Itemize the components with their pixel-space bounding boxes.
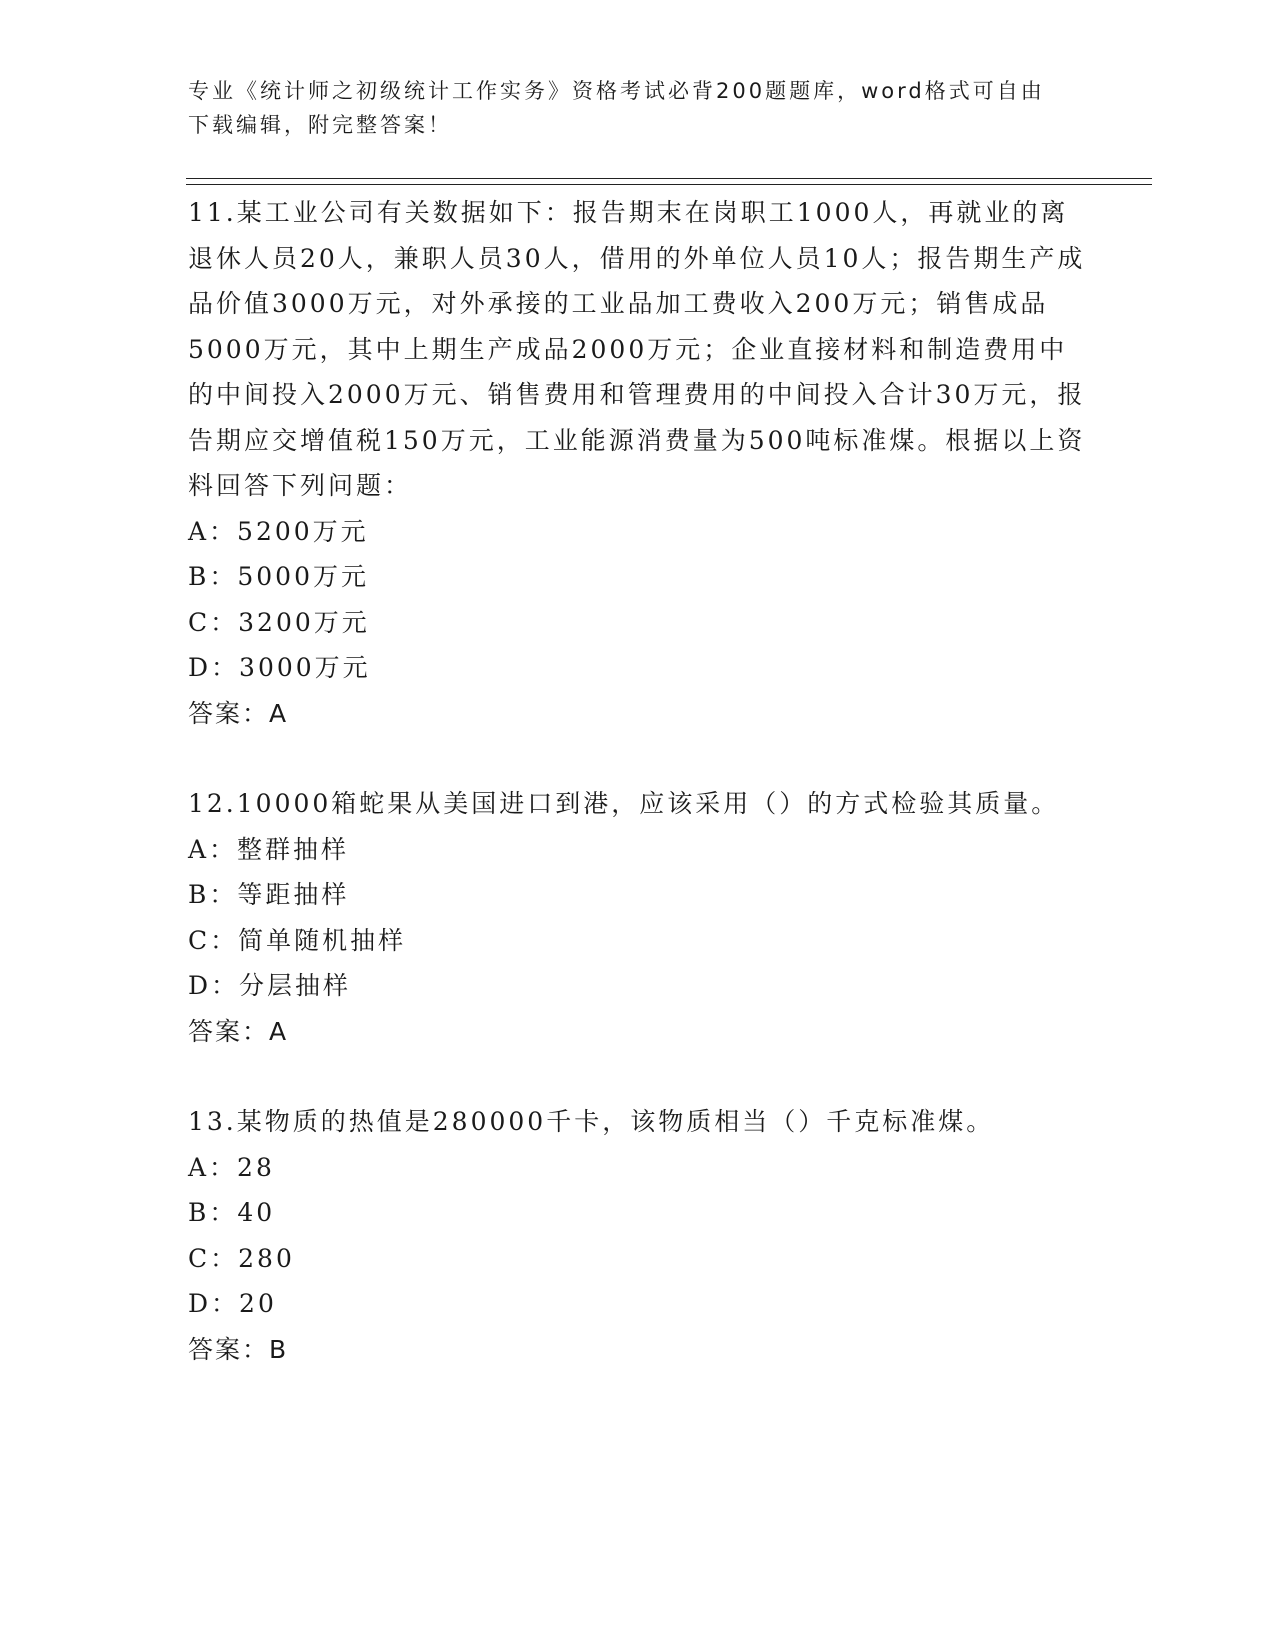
option-d: D：20 (188, 1289, 277, 1318)
answer: 答案：A (188, 698, 289, 728)
question-12 (188, 781, 1088, 1054)
option-b: B：40 (188, 1198, 276, 1227)
question-gap (188, 1054, 1088, 1099)
question-13 (188, 1099, 1088, 1372)
question-text: 13.某物质的热值是280000千卡，该物质相当（）千克标准煤。 (188, 1107, 995, 1136)
option-c: C：3200万元 (188, 607, 370, 637)
option-b: B：5000万元 (188, 562, 369, 591)
option-c: C：简单随机抽样 (188, 925, 407, 955)
option-b: B：等距抽样 (188, 880, 350, 909)
question-11 (188, 190, 1088, 736)
header-divider-thin (186, 178, 1152, 179)
option-a: A：整群抽样 (188, 834, 350, 864)
option-a: A：28 (188, 1152, 275, 1182)
header-line-1: 专业《统计师之初级统计工作实务》资格考试必背200题题库，word格式可自由 (188, 79, 1045, 103)
answer: 答案：A (188, 1016, 289, 1046)
option-a: A：5200万元 (188, 516, 369, 546)
answer: 答案：B (188, 1334, 289, 1364)
document-header (188, 74, 1068, 142)
question-list (188, 190, 1088, 1372)
option-d: D：3000万元 (188, 653, 371, 682)
question-text: 12.10000箱蛇果从美国进口到港，应该采用（）的方式检验其质量。 (188, 789, 1060, 818)
question-gap (188, 736, 1088, 781)
header-line-2: 下载编辑，附完整答案！ (188, 113, 452, 137)
question-text: 11.某工业公司有关数据如下：报告期末在岗职工1000人，再就业的离退休人员20人，兼职人员30人，借用的外单位人员10人；报告期生产成品价值3000万元，对外承接的工业品加工费收入200万元；销售成品5000万元，其中上期生产成品2000万元；企业直接材料和制造费用中的中间投入2000万元、销售费用和管理费用的中间投入合计30万元，报告期应交增值税150万元，工业能源消费量为500吨标准煤。根据以上资料回答下列问题： (188, 198, 1086, 500)
header-divider-thick (186, 184, 1152, 185)
option-c: C：280 (188, 1243, 295, 1273)
option-d: D：分层抽样 (188, 971, 352, 1000)
